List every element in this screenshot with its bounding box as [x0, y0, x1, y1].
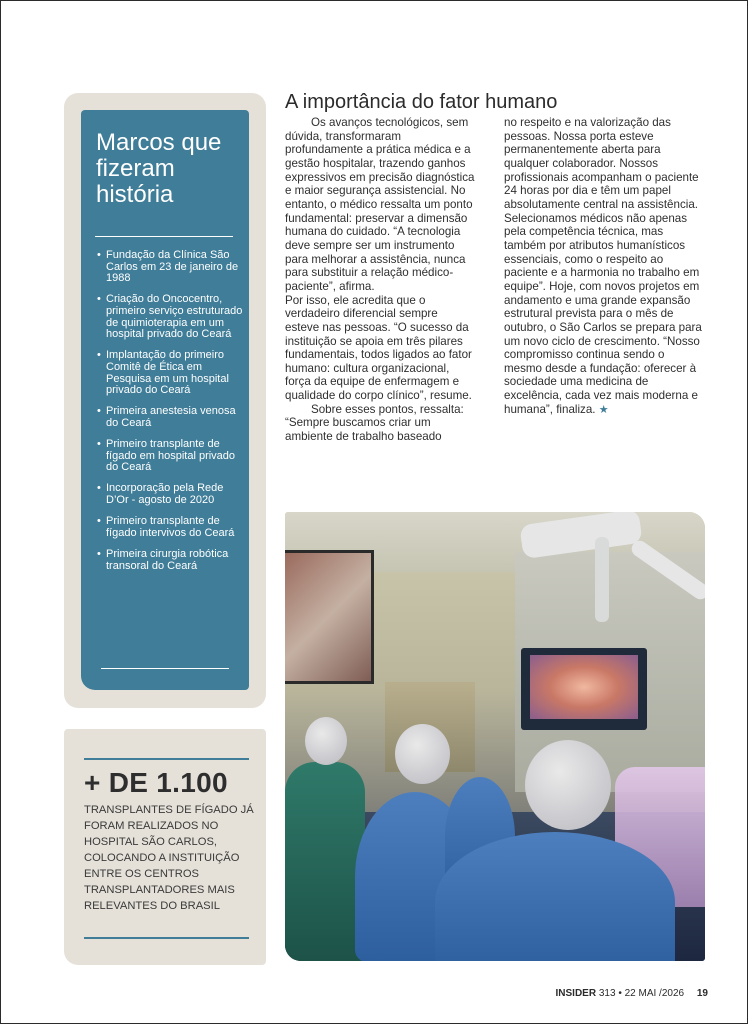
operating-room-photo — [285, 512, 705, 961]
milestone-item: • Primeira cirurgia robótica transoral do Ceará — [97, 549, 247, 572]
article-paragraph — [504, 116, 704, 417]
milestone-item: • Primeira anestesia venosa do Ceará — [97, 406, 247, 429]
article-title: A importância do fator humano — [285, 91, 558, 113]
issue-info: 313 • 22 MAI /2026 — [598, 988, 685, 999]
milestone-item: • Primeiro transplante de fígado em hospital privado do Ceará — [97, 439, 247, 474]
article-paragraph-text: no respeito e na valorização das pessoas. Nossa porta esteve permanentemente aberta para qualquer colaborador. Nossos profissionais acompanham o paciente 24 horas por dia e têm um papel absolutamente central na assistência. Selecionamos médicos não apenas pela competência técnica, mas também por atributos humanísticos essenciais, como o respeito ao paciente e a harmonia no trabalho em equipe”. Hoje, com novos projetos em andamento e uma grande expansão estrutural prevista para o mês de outubro, o São Carlos se prepara para um novo ciclo de crescimento. “Nosso compromisso continua sendo o mesmo desde a fundação: oferecer à sociedade uma medicina de excelência, cada vez mais moderna e humana”, finaliza. — [504, 116, 702, 416]
milestone-item: • Primeiro transplante de fígado intervivos do Ceará — [97, 516, 247, 539]
milestones-card — [81, 110, 249, 690]
stat-divider-bottom — [84, 937, 249, 939]
surgeon-left-head — [395, 724, 450, 784]
article-paragraph: Os avanços tecnológicos, sem dúvida, transformaram profundamente a prática médica e a gestão hospitalar, trazendo ganhos expressivos em precisão diagnóstica e maior segurança assistencial. No entanto, o médico ressalta um ponto fundamental: preservar a dimensão humana do cuidado. “A tecnologia deve sempre ser um instrumento para melhorar a assistência, nunca para substituir a relação médico-paciente”, afirma. — [285, 116, 475, 293]
milestones-divider-top — [95, 236, 233, 237]
milestone-item: • Criação do Oncocentro, primeiro serviço estruturado de quimioterapia em um hospital privado do Ceará — [97, 294, 247, 340]
surgical-lamp-arm — [595, 537, 609, 622]
page-number: 19 — [696, 988, 708, 999]
milestones-divider-bottom — [101, 668, 229, 669]
transplant-stat-box — [64, 729, 266, 965]
surgeon-front-head — [525, 740, 611, 830]
article-paragraph: Sobre esses pontos, ressalta: “Sempre buscamos criar um ambiente de trabalho baseado — [285, 402, 464, 444]
milestone-item: • Fundação da Clínica São Carlos em 23 de janeiro de 1988 — [97, 250, 247, 285]
article-column-left — [285, 116, 475, 444]
page-footer — [556, 988, 708, 1000]
end-star-icon: ★ — [598, 403, 609, 416]
article-paragraph: Por isso, ele acredita que o verdadeiro diferencial sempre esteve nas pessoas. “O sucesso da instituição se apoia em três pilares fundamentais, todos ligados ao fator humano: cultura organizacional, força da equipe de enfermagem e qualidade do corpo clínico”, resume. — [285, 293, 472, 403]
milestone-item: • Incorporação pela Rede D’Or - agosto de 2020 — [97, 483, 247, 506]
article-column-right — [504, 116, 704, 417]
stat-number: + DE 1.100 — [84, 767, 228, 798]
magazine-name: INSIDER — [555, 988, 597, 999]
surgeon-green — [285, 762, 365, 961]
milestone-item: • Implantação do primeiro Comitê de Ética em Pesquisa em um hospital privado do Ceará — [97, 350, 247, 396]
stat-description: TRANSPLANTES DE FÍGADO JÁ FORAM REALIZADOS NO HOSPITAL SÃO CARLOS, COLOCANDO A INSTITUIÇÃO ENTRE OS CENTROS TRANSPLANTADORES MAIS RELEVANTES DO BRASIL — [84, 804, 254, 912]
monitor-left — [285, 550, 374, 684]
milestones-list — [97, 250, 247, 582]
surgeon-front — [435, 832, 675, 961]
stat-divider-top — [84, 758, 249, 760]
monitor-screen — [530, 655, 638, 719]
milestones-title: Marcos que fizeram história — [96, 129, 222, 208]
surgeon-back-head — [305, 717, 347, 765]
monitor-center — [521, 648, 647, 730]
